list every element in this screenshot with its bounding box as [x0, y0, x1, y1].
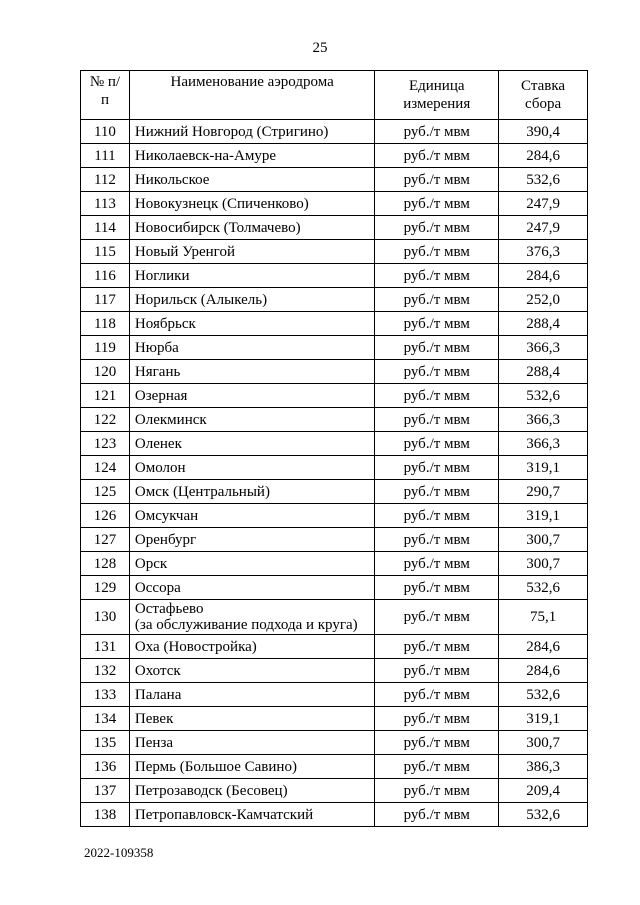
fee-rate: 532,6 — [499, 683, 588, 707]
row-number: 126 — [81, 504, 130, 528]
table-row — [81, 312, 588, 336]
airport-name: Никольское — [129, 168, 374, 192]
unit-of-measure: руб./т мвм — [375, 480, 499, 504]
row-number: 137 — [81, 779, 130, 803]
airport-name-line2: (за обслуживание подхода и круга) — [134, 617, 358, 633]
table-row — [81, 432, 588, 456]
row-number: 120 — [81, 360, 130, 384]
row-number: 136 — [81, 755, 130, 779]
unit-of-measure: руб./т мвм — [375, 312, 499, 336]
row-number: 138 — [81, 803, 130, 827]
airport-name: Оленек — [129, 432, 374, 456]
fee-rate: 284,6 — [499, 659, 588, 683]
fee-rate: 376,3 — [499, 240, 588, 264]
fee-rate: 366,3 — [499, 336, 588, 360]
airport-name: Олекминск — [129, 408, 374, 432]
airport-name: Омск (Центральный) — [129, 480, 374, 504]
table-row — [81, 803, 588, 827]
table-row — [81, 731, 588, 755]
table-row — [81, 779, 588, 803]
header-unit: Единица измерения — [375, 71, 499, 120]
airport-name: Озерная — [129, 384, 374, 408]
row-number: 132 — [81, 659, 130, 683]
unit-of-measure: руб./т мвм — [375, 264, 499, 288]
airport-name: Нягань — [129, 360, 374, 384]
airport-name: Новокузнецк (Спиченково) — [129, 192, 374, 216]
unit-of-measure: руб./т мвм — [375, 707, 499, 731]
airport-name: Новосибирск (Толмачево) — [129, 216, 374, 240]
row-number: 131 — [81, 635, 130, 659]
airport-name: Ноябрьск — [129, 312, 374, 336]
row-number: 114 — [81, 216, 130, 240]
unit-of-measure: руб./т мвм — [375, 731, 499, 755]
airport-name: Палана — [129, 683, 374, 707]
row-number: 111 — [81, 144, 130, 168]
header-number: № п/п — [81, 71, 130, 120]
fee-rate: 247,9 — [499, 192, 588, 216]
row-number: 110 — [81, 120, 130, 144]
row-number: 113 — [81, 192, 130, 216]
table-row — [81, 635, 588, 659]
row-number: 123 — [81, 432, 130, 456]
row-number: 129 — [81, 576, 130, 600]
fee-rate: 532,6 — [499, 576, 588, 600]
airport-name: Оссора — [129, 576, 374, 600]
table-row — [81, 240, 588, 264]
unit-of-measure: руб./т мвм — [375, 168, 499, 192]
row-number: 112 — [81, 168, 130, 192]
fee-rate: 300,7 — [499, 731, 588, 755]
unit-of-measure: руб./т мвм — [375, 144, 499, 168]
row-number: 119 — [81, 336, 130, 360]
page-number: 25 — [312, 40, 328, 56]
table-row — [81, 192, 588, 216]
fee-rate: 300,7 — [499, 528, 588, 552]
header-airport-name: Наименование аэродрома — [129, 71, 374, 120]
table-row — [81, 600, 588, 635]
unit-of-measure: руб./т мвм — [375, 576, 499, 600]
airport-name-line1: Остафьево — [134, 601, 204, 617]
row-number: 118 — [81, 312, 130, 336]
row-number: 122 — [81, 408, 130, 432]
row-number: 124 — [81, 456, 130, 480]
airport-name: Пермь (Большое Савино) — [129, 755, 374, 779]
airport-name: Петрозаводск (Бесовец) — [129, 779, 374, 803]
table-row — [81, 264, 588, 288]
fee-rate: 390,4 — [499, 120, 588, 144]
airport-name: Норильск (Алыкель) — [129, 288, 374, 312]
table-row — [81, 528, 588, 552]
fee-rate: 288,4 — [499, 312, 588, 336]
table-row — [81, 683, 588, 707]
fee-rate: 284,6 — [499, 264, 588, 288]
fee-rate: 532,6 — [499, 803, 588, 827]
row-number: 117 — [81, 288, 130, 312]
unit-of-measure: руб./т мвм — [375, 360, 499, 384]
table-row — [81, 552, 588, 576]
row-number: 134 — [81, 707, 130, 731]
fee-rate: 290,7 — [499, 480, 588, 504]
row-number: 125 — [81, 480, 130, 504]
fee-rate: 366,3 — [499, 408, 588, 432]
fee-rate: 75,1 — [499, 600, 588, 635]
table-row — [81, 480, 588, 504]
airport-fee-table — [80, 70, 588, 827]
table-row — [81, 336, 588, 360]
airport-name: Пенза — [129, 731, 374, 755]
row-number: 133 — [81, 683, 130, 707]
row-number: 130 — [81, 600, 130, 635]
fee-rate: 288,4 — [499, 360, 588, 384]
table-row — [81, 288, 588, 312]
unit-of-measure: руб./т мвм — [375, 456, 499, 480]
table-row — [81, 755, 588, 779]
airport-name — [129, 600, 374, 635]
fee-rate: 532,6 — [499, 384, 588, 408]
fee-rate: 247,9 — [499, 216, 588, 240]
table-row — [81, 456, 588, 480]
unit-of-measure: руб./т мвм — [375, 216, 499, 240]
airport-name: Омсукчан — [129, 504, 374, 528]
fee-rate: 284,6 — [499, 144, 588, 168]
airport-name: Новый Уренгой — [129, 240, 374, 264]
fee-rate: 209,4 — [499, 779, 588, 803]
unit-of-measure: руб./т мвм — [375, 384, 499, 408]
unit-of-measure: руб./т мвм — [375, 803, 499, 827]
table-row — [81, 168, 588, 192]
row-number: 127 — [81, 528, 130, 552]
table-row — [81, 360, 588, 384]
row-number: 115 — [81, 240, 130, 264]
airport-name: Омолон — [129, 456, 374, 480]
fee-rate: 386,3 — [499, 755, 588, 779]
unit-of-measure: руб./т мвм — [375, 192, 499, 216]
unit-of-measure: руб./т мвм — [375, 552, 499, 576]
unit-of-measure: руб./т мвм — [375, 683, 499, 707]
airport-name: Ноглики — [129, 264, 374, 288]
unit-of-measure: руб./т мвм — [375, 779, 499, 803]
fee-rate: 366,3 — [499, 432, 588, 456]
airport-name: Петропавловск-Камчатский — [129, 803, 374, 827]
unit-of-measure: руб./т мвм — [375, 120, 499, 144]
table-row — [81, 144, 588, 168]
airport-name: Охотск — [129, 659, 374, 683]
fee-rate: 300,7 — [499, 552, 588, 576]
fee-rate: 532,6 — [499, 168, 588, 192]
table-row — [81, 120, 588, 144]
airport-name: Певек — [129, 707, 374, 731]
unit-of-measure: руб./т мвм — [375, 408, 499, 432]
table-header-row — [81, 71, 588, 120]
unit-of-measure: руб./т мвм — [375, 336, 499, 360]
table-row — [81, 216, 588, 240]
unit-of-measure: руб./т мвм — [375, 504, 499, 528]
table-row — [81, 576, 588, 600]
airport-name: Орск — [129, 552, 374, 576]
fee-rate: 319,1 — [499, 456, 588, 480]
unit-of-measure: руб./т мвм — [375, 755, 499, 779]
airport-name: Нижний Новгород (Стригино) — [129, 120, 374, 144]
table-row — [81, 659, 588, 683]
unit-of-measure: руб./т мвм — [375, 288, 499, 312]
fee-rate: 252,0 — [499, 288, 588, 312]
table-row — [81, 384, 588, 408]
unit-of-measure: руб./т мвм — [375, 240, 499, 264]
fee-rate: 284,6 — [499, 635, 588, 659]
table-row — [81, 408, 588, 432]
fee-rate: 319,1 — [499, 504, 588, 528]
unit-of-measure: руб./т мвм — [375, 659, 499, 683]
row-number: 116 — [81, 264, 130, 288]
row-number: 128 — [81, 552, 130, 576]
document-id: 2022-109358 — [84, 845, 154, 860]
unit-of-measure: руб./т мвм — [375, 600, 499, 635]
row-number: 135 — [81, 731, 130, 755]
airport-name: Оха (Новостройка) — [129, 635, 374, 659]
fee-rate: 319,1 — [499, 707, 588, 731]
unit-of-measure: руб./т мвм — [375, 635, 499, 659]
table-row — [81, 504, 588, 528]
header-rate: Ставка сбора — [499, 71, 588, 120]
table-row — [81, 707, 588, 731]
table-body — [81, 120, 588, 827]
airport-name: Нюрба — [129, 336, 374, 360]
unit-of-measure: руб./т мвм — [375, 528, 499, 552]
row-number: 121 — [81, 384, 130, 408]
unit-of-measure: руб./т мвм — [375, 432, 499, 456]
airport-name: Оренбург — [129, 528, 374, 552]
airport-name: Николаевск-на-Амуре — [129, 144, 374, 168]
